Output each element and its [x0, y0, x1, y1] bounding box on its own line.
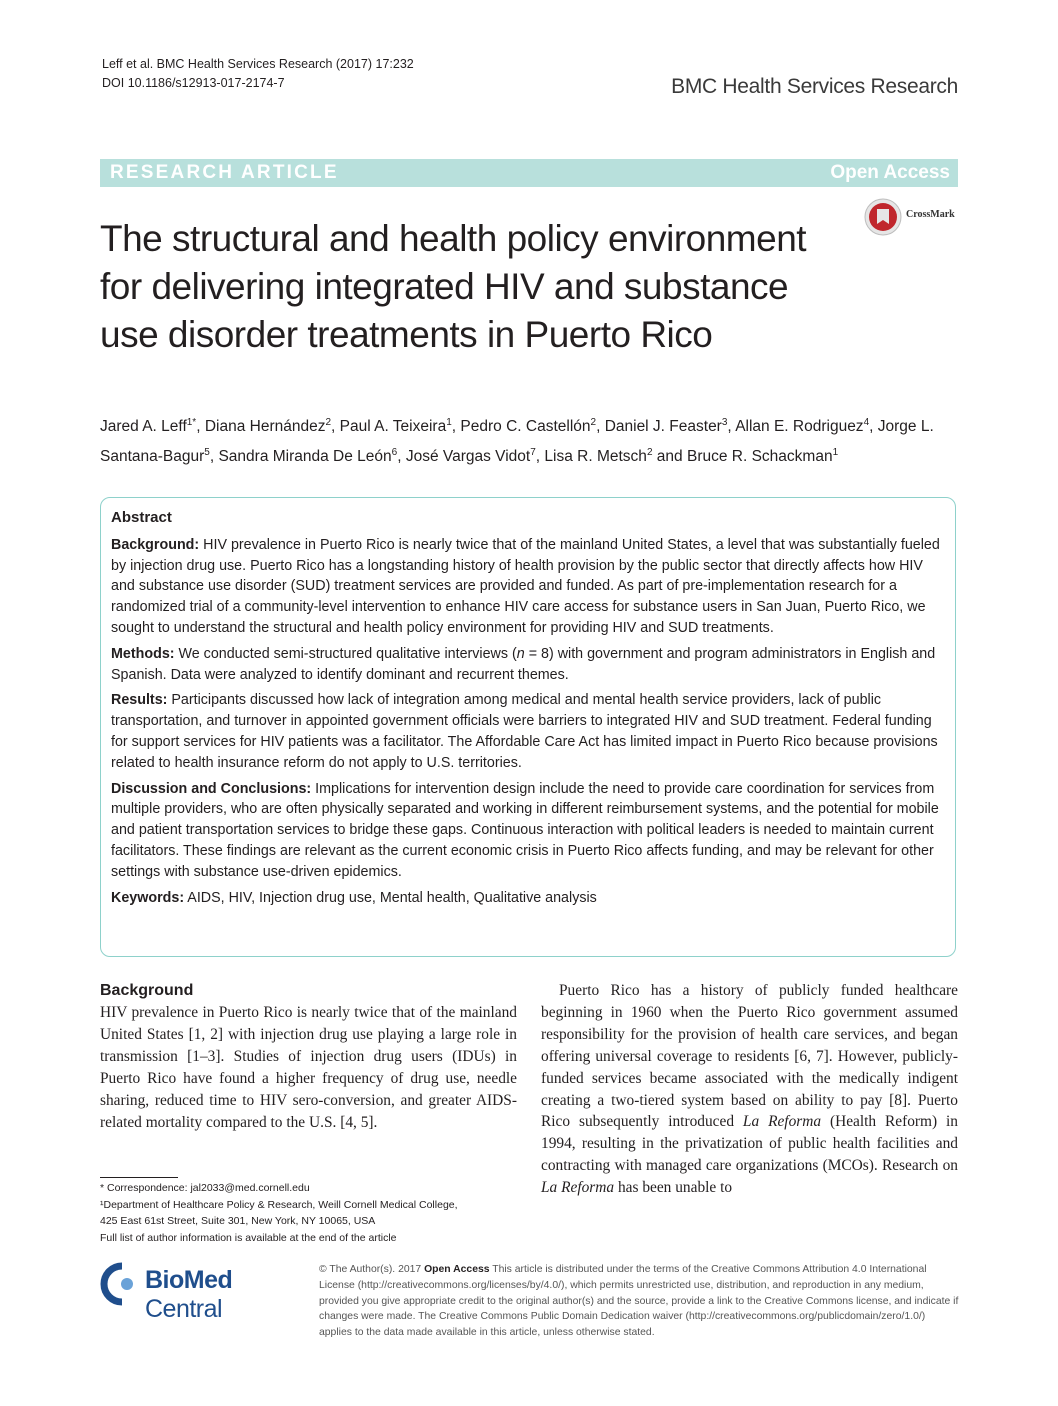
body-italic-term: La Reforma [742, 1113, 822, 1131]
abstract-background [111, 535, 943, 639]
abstract-methods [111, 644, 943, 686]
affiliation-note: ¹Department of Healthcare Policy & Research, Weill Cornell Medical College, [100, 1198, 458, 1211]
biomed-central-logo[interactable] [100, 1262, 300, 1323]
body-column-left [100, 980, 517, 1133]
body-paragraph-right [541, 980, 958, 1199]
author-name[interactable]: Allan E. Rodriguez$^4$ [735, 417, 870, 436]
abstract-heading: Abstract [111, 509, 172, 526]
citation-block [102, 55, 414, 93]
abstract-results [111, 690, 943, 773]
abstract-box [100, 497, 956, 957]
author-affiliation-marker: 1* [186, 417, 197, 428]
author-affiliation-marker: 2 [590, 417, 597, 428]
author-affiliation-marker: 6 [391, 446, 398, 458]
abstract-background-text: HIV prevalence in Puerto Rico is nearly twice that of the mainland United States, a level that was substantially fueled by injection drug use. Puerto Rico has a longstanding history of health provision by the public sector that directly affects how HIV and substance use disorder (SUD) treatment services are provided and funded. As part of pre-implementation research for a randomized trial of a community-level intervention to enhance HIV care access for substance users in San Juan, Puerto Rico, we sought to understand the structural and health policy environment for providing HIV and SUD treatments. [111, 536, 940, 636]
citation-line: Leff et al. BMC Health Services Research (2017) 17:232 [102, 57, 414, 71]
author-affiliation-marker: 2 [646, 446, 653, 458]
body-paragraph: HIV prevalence in Puerto Rico is nearly twice that of the mainland United States [1, 2] with injection drug use playing a large role in transmission [1–3]. Studies of injection drug users (IDUs) in Puerto Rico have found a higher frequency of drug use, needle sharing, reduced time to HIV sero-conversion, and greater AIDS-related mortality compared to the U.S. [4, 5]. [100, 1004, 517, 1131]
section-heading-background: Background [100, 982, 194, 999]
abstract-results-text: Participants discussed how lack of integration among medical and mental health service providers, lack of public transportation, and turnover in appointed government officials were barriers to integrated HIV and SUD treatment. Federal funding for support services for HIV patients was a facilitator. The Affordable Care Act has limited impact in Puerto Rico because provisions related to health insurance reform do not apply to U.S. territories. [111, 692, 938, 771]
affiliation-address: 425 East 61st Street, Suite 301, New York, NY 10065, USA [100, 1215, 376, 1227]
abstract-results-label: Results: [111, 692, 168, 709]
doi-line: DOI 10.1186/s12913-017-2174-7 [102, 76, 285, 90]
abstract-keywords-label: Keywords: [111, 889, 185, 906]
crossmark-badge[interactable] [864, 198, 1014, 238]
body-text-segment: has been unable to [614, 1179, 733, 1197]
abstract-discussion-label: Discussion and Conclusions: [111, 780, 312, 797]
author-info-note: Full list of author information is available at the end of the article [100, 1231, 397, 1244]
author-name[interactable]: Pedro C. Castellón$^2$ [460, 417, 597, 436]
author-affiliation-marker: 4 [863, 417, 870, 428]
author-affiliation-marker: 1 [446, 417, 452, 428]
author-affiliation-marker: 5 [204, 446, 210, 458]
license-statement [319, 1262, 959, 1341]
copyright-text: © The Author(s). 2017 [319, 1264, 425, 1275]
author-name[interactable]: Jared A. Leff$^{1*}$ [100, 417, 197, 436]
open-access-label[interactable]: Open Access [830, 162, 950, 183]
article-title: The structural and health policy environment for delivering integrated HIV and substance use disorder treatments in Puerto Rico [100, 218, 807, 355]
crossmark-icon [864, 198, 902, 236]
article-type-label: RESEARCH ARTICLE [110, 162, 339, 183]
author-name[interactable]: Sandra Miranda De León$^6$ [218, 446, 398, 465]
author-affiliation-marker: 7 [530, 446, 536, 458]
abstract-keywords-text: AIDS, HIV, Injection drug use, Mental health, Qualitative analysis [184, 889, 597, 906]
author-name[interactable]: Paul A. Teixeira$^1$ [339, 417, 452, 436]
body-italic-term: La Reforma [541, 1179, 615, 1197]
license-open-access: Open Access [424, 1264, 490, 1275]
author-name[interactable]: Daniel J. Feaster$^3$ [604, 417, 728, 436]
publisher-name [145, 1266, 300, 1324]
author-name[interactable]: Diana Hernández$^2$ [204, 417, 332, 436]
body-column-right [541, 980, 958, 1199]
abstract-methods-n: n [516, 645, 525, 662]
license-text: This article is distributed under the terms of the Creative Commons Attribution 4.0 International License (http://creativecommons.org/licenses/by/4.0/), which permits unrestricted use, distribution, and reproduction in any medium, provided you give appropriate credit to the original author(s) and the source, provide a link to the Creative Commons license, and indicate if changes were made. The Creative Commons Public Domain Dedication waiver (http://creativecommons.org/publicdomain/zero/1.0/) applies to the data made available in this article, unless otherwise stated. [319, 1264, 959, 1339]
author-affiliation-marker: 3 [721, 417, 728, 428]
crossmark-label: CrossMark [906, 209, 955, 220]
footnote-divider [100, 1177, 178, 1178]
author-name[interactable]: Bruce R. Schackman$^1$ [686, 446, 839, 465]
author-affiliation-marker: 2 [325, 417, 332, 428]
abstract-methods-label: Methods: [111, 645, 175, 662]
body-text-segment: Puerto Rico has a history of publicly funded healthcare beginning in 1960 when the Puerto Rico government assumed responsibility for the provision of health care services, and began offering universal coverage to residents [6, 7]. However, publicly-funded services became associated with the medically indigent creating a two-tiered system based on ability to pay [8]. Puerto Rico subsequently introduced [541, 982, 958, 1131]
journal-name: BMC Health Services Research [671, 75, 958, 98]
abstract-methods-text: We conducted semi-structured qualitative interviews ( [174, 645, 517, 662]
footnotes [100, 1180, 520, 1246]
abstract-background-label: Background: [111, 536, 200, 553]
author-name[interactable]: Lisa R. Metsch$^2$ [544, 446, 653, 465]
abstract-methods-text-2: = 8) with government and program administrators in English and Spanish. Data were analyzed to identify dominant and recurrent themes. [111, 645, 936, 683]
abstract-discussion-text: Implications for intervention design include the need to provide care coordination for services from multiple providers, who are often physically separated and working in different reimbursement systems, and the potential for mobile and patient transportation services to bridge these gaps. Continuous interaction with political leaders is needed to maintain current facilitators. These findings are relevant as the current economic crisis in Puerto Rico affects funding, and may be relevant for other settings with substance use-driven epidemics. [111, 780, 939, 880]
author-name[interactable]: Jorge L. Santana-Bagur$^5$ [100, 418, 934, 465]
abstract-discussion [111, 779, 943, 883]
publisher-name-bold: BioMed [145, 1266, 233, 1294]
author-affiliation-marker: 1 [832, 446, 839, 458]
author-name[interactable]: José Vargas Vidot$^7$ [405, 446, 536, 465]
article-type-banner [100, 159, 958, 187]
biomed-central-icon [100, 1262, 140, 1306]
publisher-name-light: Central [145, 1295, 223, 1323]
correspondence-note[interactable]: * Correspondence: jal2033@med.cornell.edu [100, 1182, 310, 1194]
author-list: Jared A. Leff$^{1*}$, Diana Hernández$^2$, Paul A. Teixeira$^1$, Pedro C. Castellón$^2$, Daniel J. Feaster$^3$, Allan E. Rodriguez$^4$, Jorge L. Santana-Bagur$^5$, Sandra Miranda De León$^6$, José Vargas Vidot$^7$, Lisa R. Metsch$^2$ and Bruce R. Schackman$^1$ [100, 417, 934, 465]
body-text-segment: (Health Reform) in 1994, resulting in the privatization of public health facilities and contracting with managed care organizations (MCOs). Research on [541, 1113, 959, 1175]
abstract-keywords [111, 888, 943, 909]
